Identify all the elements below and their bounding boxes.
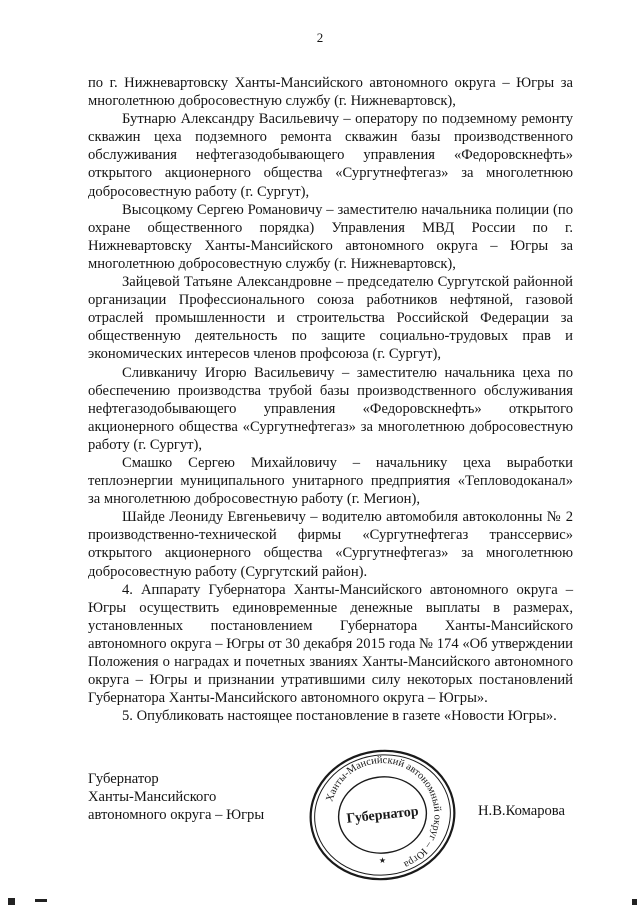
- paragraph: Сливканичу Игорю Васильевичу – заместителю начальника цеха по обеспечению производства трубой базы производственного обслуживания нефтегазодобывающего управления «Федоровскнефть» открытого акционерного общества «Сургутнефтегаз» за многолетнюю добросовестную работу (г. Сургут),: [88, 364, 573, 453]
- scan-mark: [8, 898, 15, 905]
- paragraph: 4. Аппарату Губернатора Ханты-Мансийского автономного округа – Югры осуществить единовременные денежные выплаты в размерах, установленных постановлением Губернатора Ханты-Мансийского автономного округа – Югры от 30 декабря 2015 года № 174 «Об утверждении Положения о наградах и почетных званиях Ханты-Мансийского автономного округа – Югры и признании утратившими силу некоторых постановлений Губернатора Ханты-Мансийского автономного округа – Югры».: [88, 581, 573, 707]
- paragraph: Высоцкому Сергею Романовичу – заместителю начальника полиции (по охране общественного порядка) Управления МВД России по г. Нижневартовску Ханты-Мансийского автономного округа – Югры за многолетнюю добросовестную службу (г. Нижневартовск),: [88, 201, 573, 272]
- document-body: [88, 74, 573, 725]
- page-number: 2: [316, 30, 324, 45]
- signer-title: Ханты-Мансийского: [88, 789, 217, 806]
- seal-center-text: Губернатор: [345, 804, 420, 827]
- official-seal: [305, 745, 460, 885]
- paragraph: Шайде Леониду Евгеньевичу – водителю автомобиля автоколонны № 2 производственно-технической фирмы «Сургутнефтегаз транссервис» открытого акционерного общества «Сургутнефтегаз» за многолетнюю добросовестную работу (Сургутский район).: [88, 509, 573, 580]
- paragraph: Зайцевой Татьяне Александровне – председателю Сургутской районной организации Профессионального союза работников нефтяной, газовой отраслей промышленности и строительства Российской Федерации за общественную деятельность по защите социально-трудовых прав и экономических интересов членов профсоюза (г. Сургут),: [88, 274, 573, 363]
- scan-mark: [632, 899, 637, 905]
- signature-block: [88, 770, 264, 825]
- paragraph: Бутнарю Александру Васильевичу – оператору по подземному ремонту скважин цеха подземного ремонта скважин базы производственного обслуживания нефтегазодобывающего управления «Федоровскнефть» открытого акционерного общества «Сургутнефтегаз» за многолетнюю добросовестную работу (г. Сургут),: [88, 111, 573, 200]
- signer-title: автономного округа – Югры: [88, 807, 265, 824]
- signer-name: Н.В.Комарова: [478, 803, 565, 819]
- seal-graphic: [305, 745, 460, 885]
- seal-star-icon: ★: [378, 856, 387, 865]
- signer-title: Губернатор: [88, 771, 159, 787]
- seal-ring-text: Ханты-Мансийский автономный округ – Югра: [324, 754, 443, 870]
- paragraph: 5. Опубликовать настоящее постановление в газете «Новости Югры».: [122, 708, 557, 725]
- scan-mark: [35, 899, 47, 902]
- paragraph: по г. Нижневартовску Ханты-Мансийского автономного округа – Югры за многолетнюю добросовестную службу (г. Нижневартовск),: [88, 75, 573, 110]
- paragraph: Смашко Сергею Михайловичу – начальнику цеха выработки теплоэнергии муниципального унитарного предприятия «Тепловодоканал» за многолетнюю добросовестную работу (г. Мегион),: [88, 454, 573, 508]
